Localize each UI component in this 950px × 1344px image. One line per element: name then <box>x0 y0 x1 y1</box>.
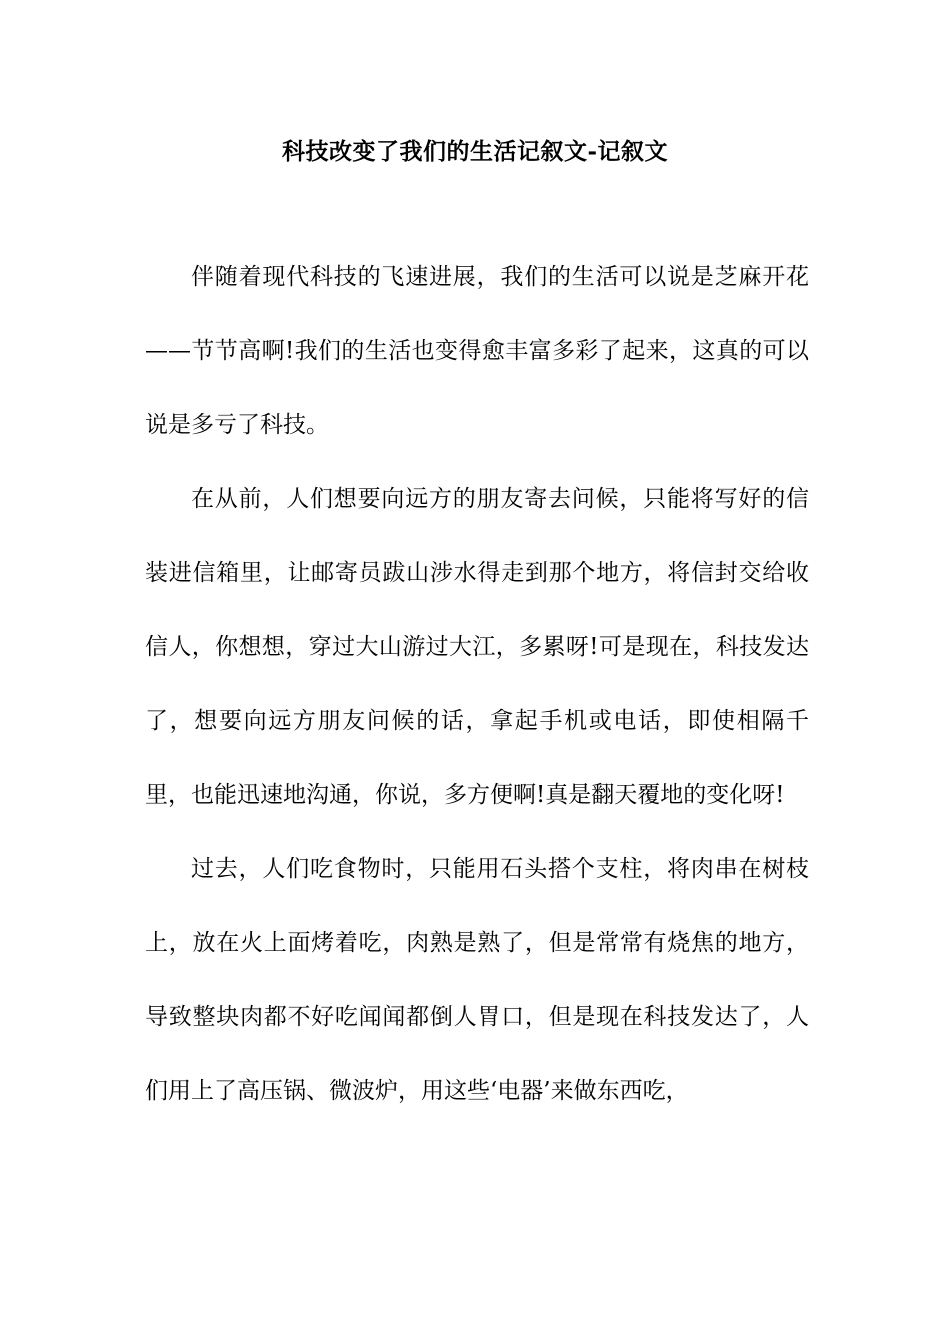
paragraph-3: 过去，人们吃食物时，只能用石头搭个支柱，将肉串在树枝上，放在火上面烤着吃，肉熟是熟了，但是常常有烧焦的地方，导致整块肉都不好吃闻闻都倒人胃口，但是现在科技发达了，人们用上了高压锅、微波炉，用这些‘电器’来做东西吃， <box>145 856 809 1104</box>
paragraph-1: 伴随着现代科技的飞速进展，我们的生活可以说是芝麻开花——节节高啊!我们的生活也变得愈丰富多彩了起来，这真的可以说是多亏了科技。 <box>145 264 809 438</box>
document-body <box>145 240 809 1128</box>
document-title: 科技改变了我们的生活记叙文-记叙文 <box>281 138 669 165</box>
paragraph-2: 在从前，人们想要向远方的朋友寄去问候，只能将写好的信装进信箱里，让邮寄员跋山涉水得走到那个地方，将信封交给收信人，你想想，穿过大山游过大江，多累呀!可是现在，科技发达了，想要向远方朋友问候的话，拿起手机或电话，即使相隔千里，也能迅速地沟通，你说，多方便啊!真是翻天覆地的变化呀! <box>145 486 809 808</box>
